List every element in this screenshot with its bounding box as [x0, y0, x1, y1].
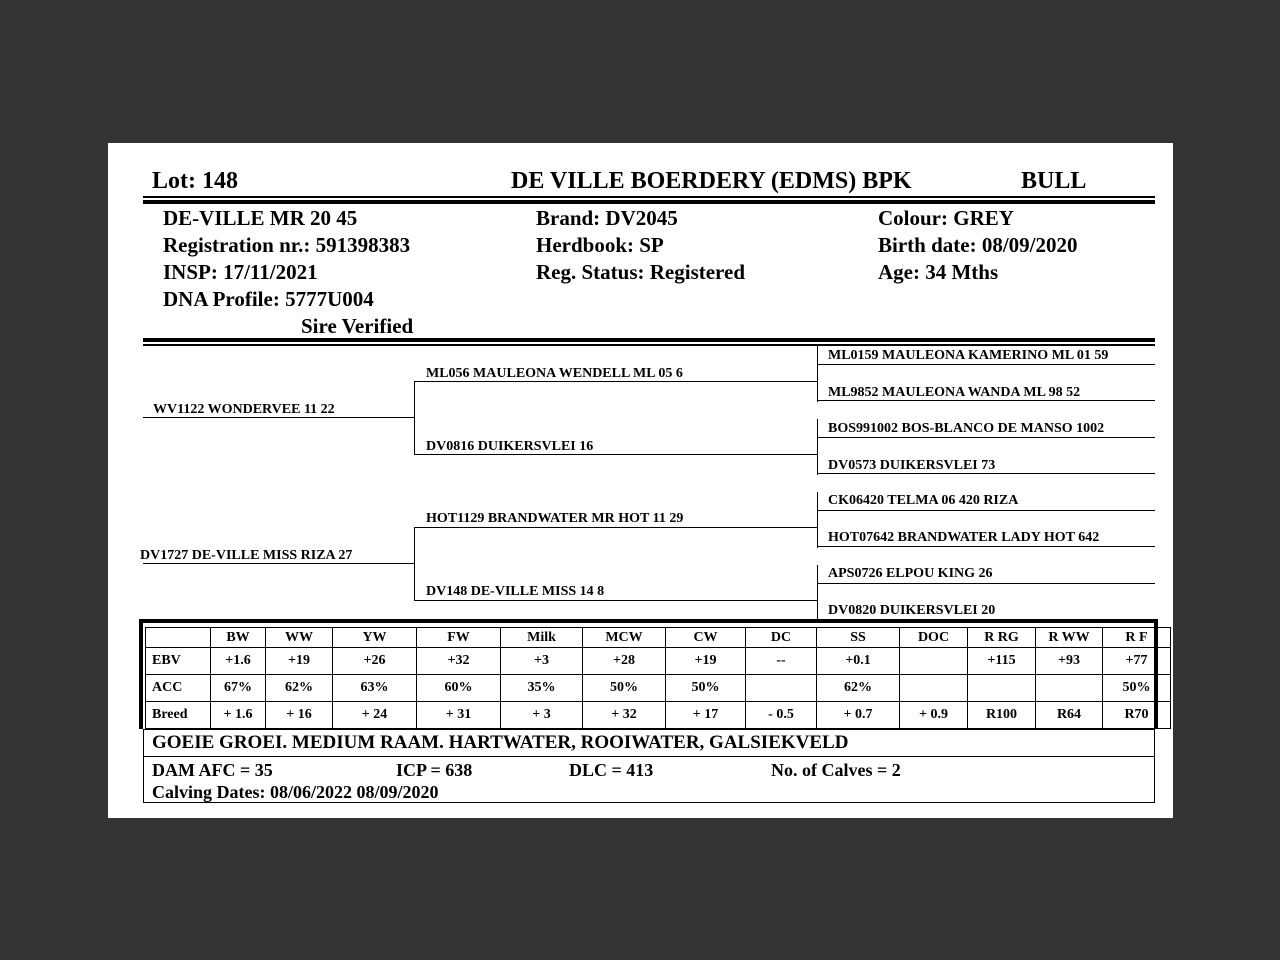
ebv-cell: 50% [583, 675, 666, 702]
pedigree-line [817, 346, 818, 402]
ebv-column-header: BW [211, 628, 266, 648]
ebv-cell: R100 [968, 702, 1036, 729]
pedigree-dam-dam: DV148 DE-VILLE MISS 14 8 [426, 584, 605, 599]
ebv-cell: +32 [417, 648, 501, 675]
ebv-table [145, 627, 1171, 729]
icp: ICP = 638 [396, 760, 473, 780]
ebv-cell: +3 [501, 648, 583, 675]
acc-row [146, 675, 1171, 702]
breed-row [146, 702, 1171, 729]
farm-name: DE VILLE BOERDERY (EDMS) BPK [511, 168, 912, 194]
ebv-cell: +28 [583, 648, 666, 675]
ebv-corner-cell [146, 628, 211, 648]
pedigree-line [817, 364, 1155, 365]
pedigree-sire-sire: ML056 MAULEONA WENDELL ML 05 6 [426, 366, 683, 381]
pedigree-line [414, 527, 817, 528]
ebv-cell: +93 [1036, 648, 1103, 675]
info-rule-thick [143, 338, 1155, 342]
ebv-cell: 63% [333, 675, 417, 702]
herdbook: Herdbook: SP [536, 233, 664, 257]
colour: Colour: GREY [878, 206, 1014, 230]
age: Age: 34 Mths [878, 260, 999, 284]
ebv-header-row [146, 628, 1171, 648]
pedigree-line [817, 565, 818, 621]
ebv-cell: + 24 [333, 702, 417, 729]
ebv-frame-left [139, 619, 143, 729]
ebv-column-header: FW [417, 628, 501, 648]
pedigree-line [817, 510, 1155, 511]
pedigree-sss: ML0159 MAULEONA KAMERINO ML 01 59 [828, 348, 1109, 363]
inspection-date: INSP: 17/11/2021 [163, 260, 318, 284]
pedigree-line [817, 419, 818, 475]
sex-label: BULL [1021, 168, 1087, 194]
ebv-cell [900, 648, 968, 675]
ebv-cell: + 0.7 [817, 702, 900, 729]
ebv-row [146, 648, 1171, 675]
pedigree-dam: DV1727 DE-VILLE MISS RIZA 27 [140, 548, 353, 563]
ebv-cell: + 32 [583, 702, 666, 729]
pedigree-sds: BOS991002 BOS-BLANCO DE MANSO 1002 [828, 421, 1105, 436]
ebv-cell: +115 [968, 648, 1036, 675]
header-rule-thick [143, 200, 1155, 204]
ebv-cell [900, 675, 968, 702]
ebv-frame-top [139, 619, 1158, 623]
comment-text: GOEIE GROEI. MEDIUM RAAM. HARTWATER, ROOIWATER, GALSIEKVELD [152, 732, 849, 753]
pedigree-sire-dam: DV0816 DUIKERSVLEI 16 [426, 439, 594, 454]
ebv-cell: 50% [666, 675, 746, 702]
ebv-cell: + 0.9 [900, 702, 968, 729]
lot-card [108, 143, 1173, 818]
ebv-cell: 60% [417, 675, 501, 702]
ebv-cell: +0.1 [817, 648, 900, 675]
pedigree-ssd: ML9852 MAULEONA WANDA ML 98 52 [828, 385, 1081, 400]
ebv-cell: + 31 [417, 702, 501, 729]
ebv-column-header: Milk [501, 628, 583, 648]
ebv-cell: + 1.6 [211, 702, 266, 729]
pedigree-ddd: DV0820 DUIKERSVLEI 20 [828, 603, 996, 618]
pedigree-line [414, 381, 415, 455]
ebv-column-header: CW [666, 628, 746, 648]
pedigree-dss: CK06420 TELMA 06 420 RIZA [828, 493, 1019, 508]
ebv-cell [746, 675, 817, 702]
ebv-cell: 67% [211, 675, 266, 702]
header-rule-thin [143, 196, 1155, 198]
ebv-cell: + 16 [266, 702, 333, 729]
ebv-column-header: YW [333, 628, 417, 648]
ebv-cell: +26 [333, 648, 417, 675]
ebv-column-header: SS [817, 628, 900, 648]
registration-status: Reg. Status: Registered [536, 260, 745, 284]
pedigree-line [817, 492, 818, 548]
pedigree-dds: APS0726 ELPOU KING 26 [828, 566, 993, 581]
ebv-cell: +19 [266, 648, 333, 675]
ebv-column-header: DC [746, 628, 817, 648]
lot-number: Lot: 148 [152, 168, 238, 194]
pedigree-line [414, 600, 817, 601]
dam-afc: DAM AFC = 35 [152, 760, 273, 780]
pedigree-line [414, 527, 415, 601]
birth-date: Birth date: 08/09/2020 [878, 233, 1078, 257]
ebv-column-header: R WW [1036, 628, 1103, 648]
pedigree-sire: WV1122 WONDERVEE 11 22 [153, 402, 335, 417]
dna-profile: DNA Profile: 5777U004 [163, 287, 374, 311]
ebv-cell: 35% [501, 675, 583, 702]
ebv-row-label: EBV [146, 648, 211, 675]
animal-name: DE-VILLE MR 20 45 [163, 206, 358, 230]
pedigree-dam-sire: HOT1129 BRANDWATER MR HOT 11 29 [426, 511, 684, 526]
sire-verified: Sire Verified [301, 314, 414, 338]
info-rule-thin [143, 344, 1155, 346]
calving-dates: Calving Dates: 08/06/2022 08/09/2020 [152, 782, 439, 802]
ebv-column-header: R F [1103, 628, 1171, 648]
ebv-column-header: MCW [583, 628, 666, 648]
ebv-cell: +1.6 [211, 648, 266, 675]
ebv-cell [968, 675, 1036, 702]
ebv-cell: 62% [266, 675, 333, 702]
ebv-cell: R64 [1036, 702, 1103, 729]
ebv-cell: 50% [1103, 675, 1171, 702]
ebv-cell: -- [746, 648, 817, 675]
number-of-calves: No. of Calves = 2 [771, 760, 901, 780]
ebv-column-header: WW [266, 628, 333, 648]
ebv-cell: - 0.5 [746, 702, 817, 729]
ebv-row-label: Breed [146, 702, 211, 729]
ebv-cell: +19 [666, 648, 746, 675]
ebv-cell: R70 [1103, 702, 1171, 729]
ebv-row-label: ACC [146, 675, 211, 702]
brand: Brand: DV2045 [536, 206, 678, 230]
ebv-cell: +77 [1103, 648, 1171, 675]
ebv-cell: + 17 [666, 702, 746, 729]
registration-number: Registration nr.: 591398383 [163, 233, 411, 257]
ebv-column-header: DOC [900, 628, 968, 648]
pedigree-sdd: DV0573 DUIKERSVLEI 73 [828, 458, 996, 473]
ebv-cell: 62% [817, 675, 900, 702]
pedigree-line [817, 546, 1155, 547]
dlc: DLC = 413 [569, 760, 654, 780]
ebv-cell: + 3 [501, 702, 583, 729]
pedigree-dsd: HOT07642 BRANDWATER LADY HOT 642 [828, 530, 1100, 545]
pedigree-line [817, 437, 1155, 438]
ebv-column-header: R RG [968, 628, 1036, 648]
pedigree-line [817, 583, 1155, 584]
ebv-cell [1036, 675, 1103, 702]
